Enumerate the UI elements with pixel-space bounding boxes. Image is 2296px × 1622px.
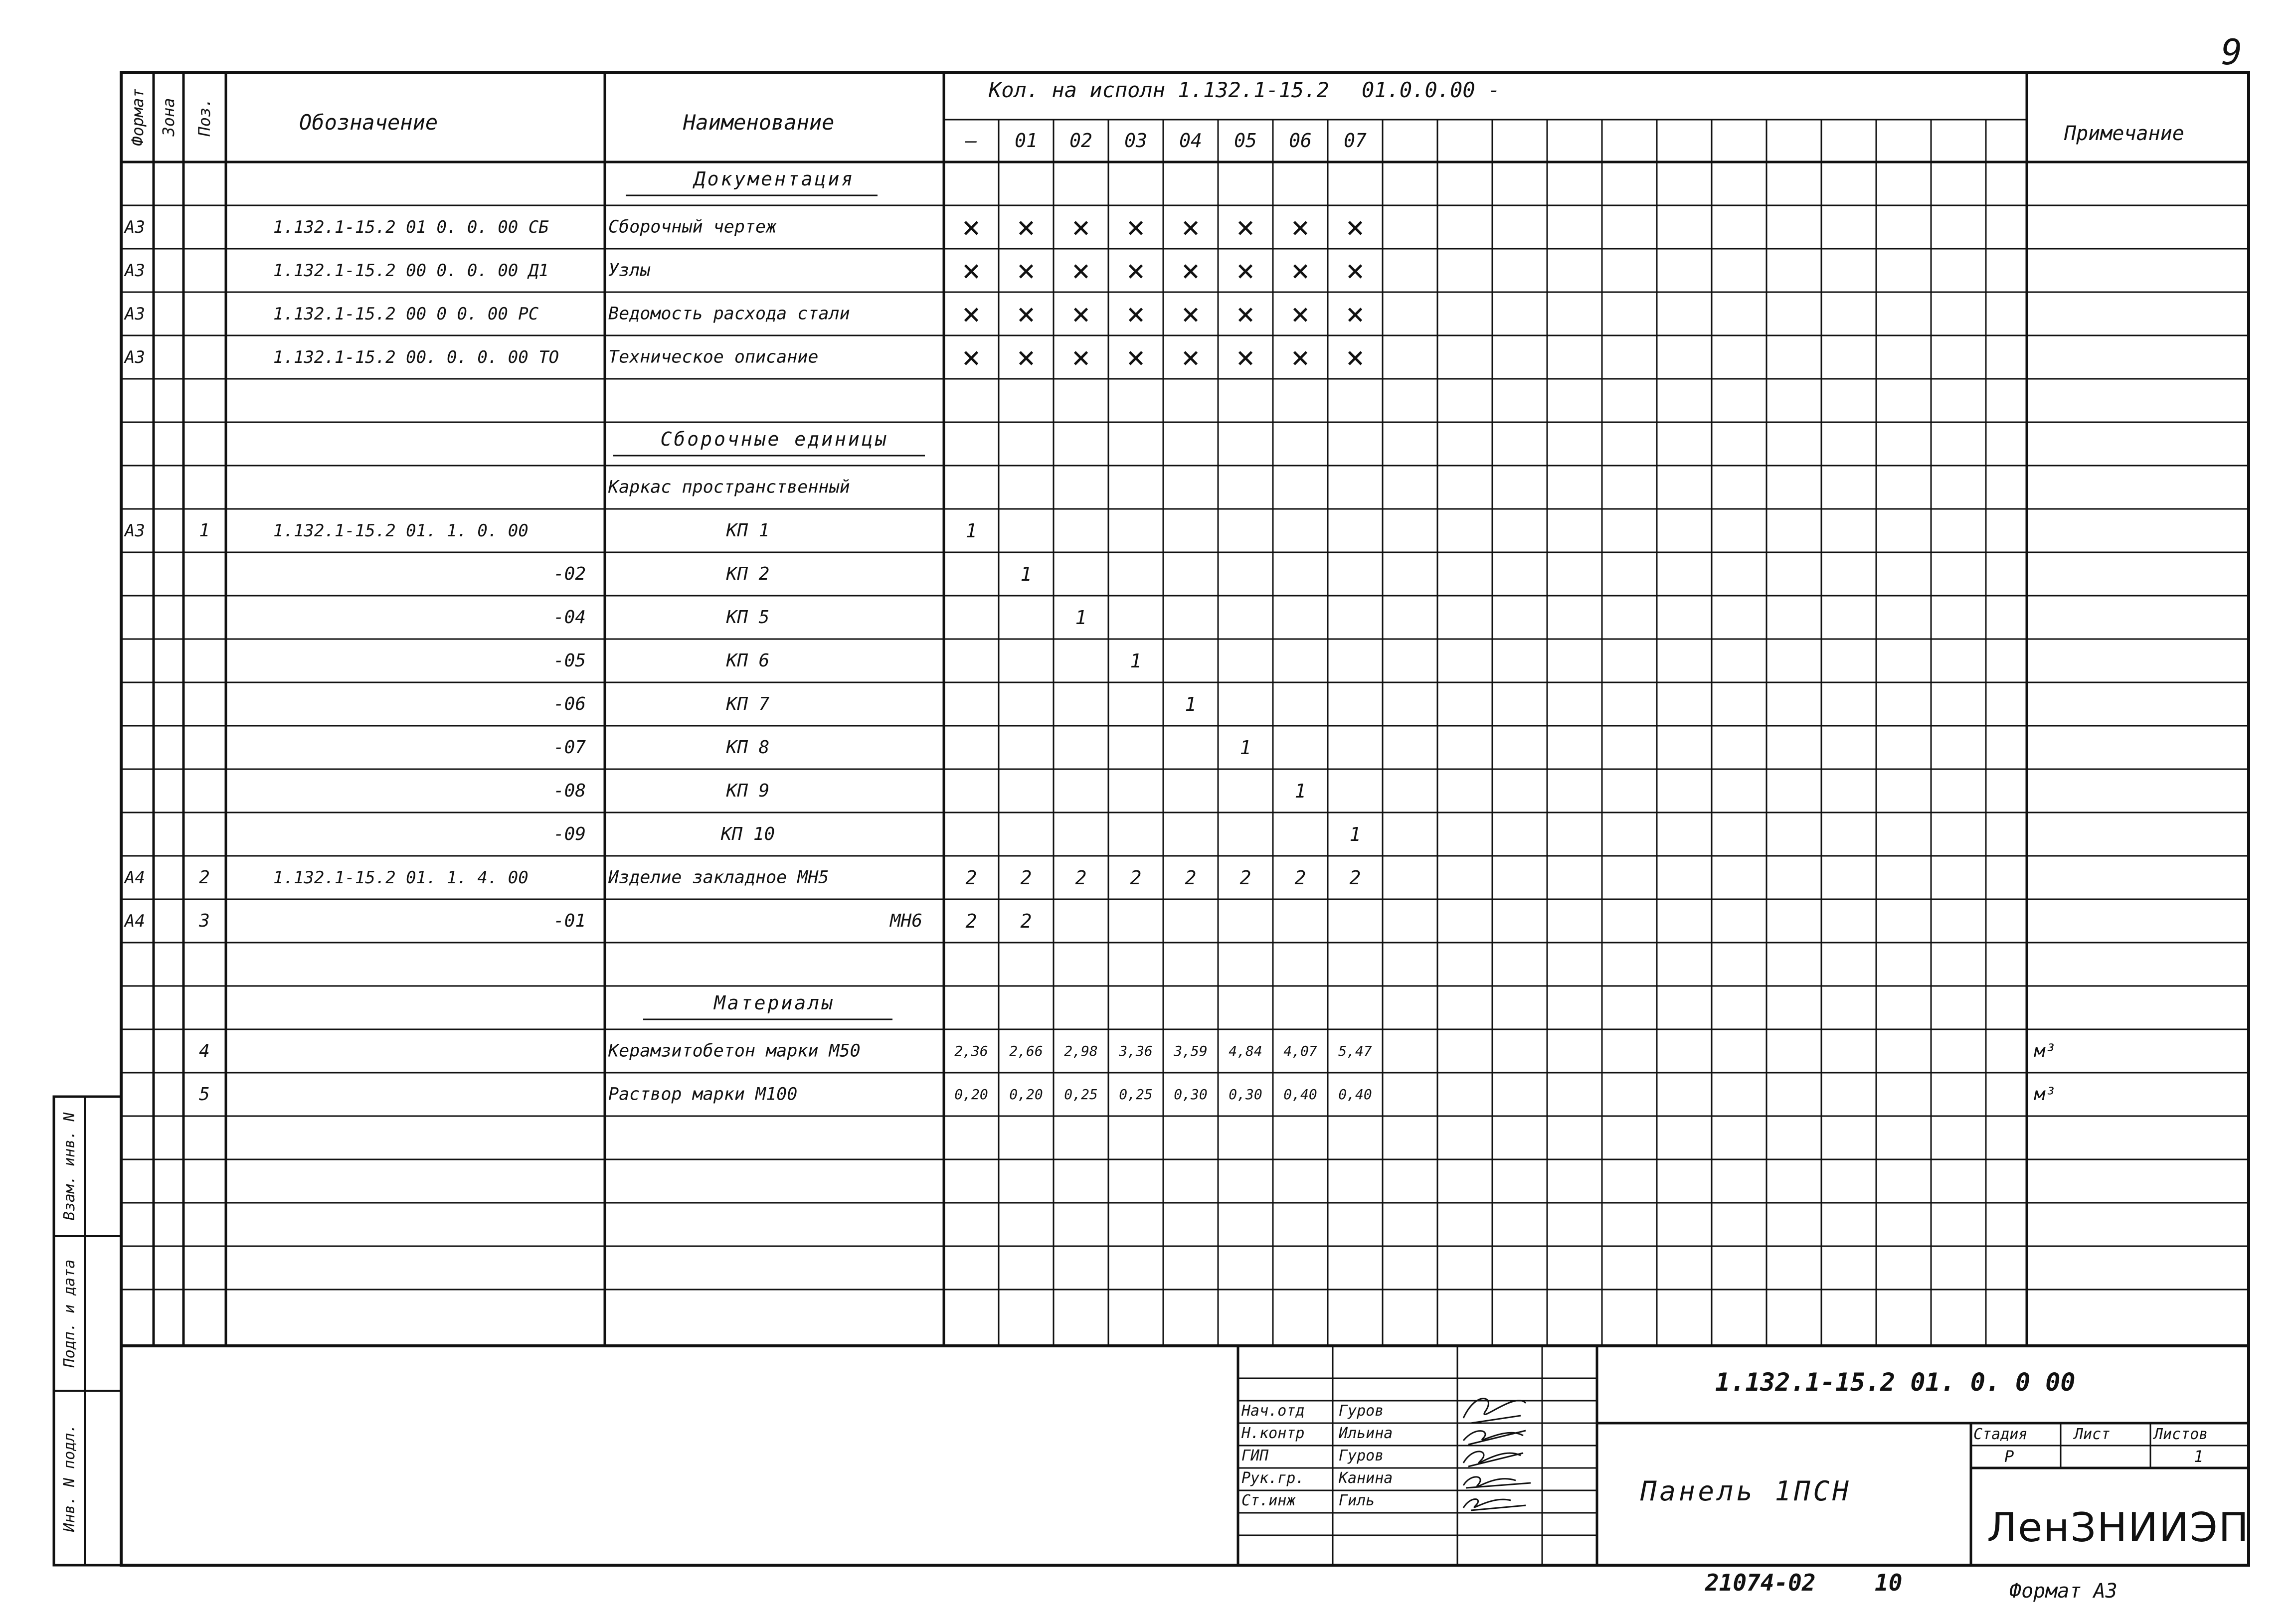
cross-mark: × bbox=[1017, 208, 1036, 245]
row-designation: 1.132.1-15.2 00 0. 0. 00 Д1 bbox=[273, 260, 549, 281]
variant-header: 02 bbox=[1069, 130, 1092, 152]
row-position: 2 bbox=[199, 867, 210, 888]
header-zone: Зона bbox=[159, 98, 178, 137]
side-label-replace: Взам. инв. N bbox=[61, 1112, 78, 1221]
row-note: м³ bbox=[2034, 1040, 2056, 1061]
quantity-cell: 1 bbox=[1075, 606, 1087, 629]
quantity-cell: 5,47 bbox=[1338, 1042, 1372, 1059]
row-designation: -07 bbox=[553, 737, 586, 758]
variant-header: – bbox=[965, 130, 977, 152]
cross-mark: × bbox=[1346, 252, 1365, 289]
archive-stamp-page: 10 bbox=[1875, 1569, 1903, 1596]
row-name: КП 5 bbox=[726, 607, 770, 628]
cross-mark: × bbox=[1126, 295, 1145, 332]
cross-mark: × bbox=[1181, 208, 1200, 245]
page-number: 9 bbox=[2221, 32, 2243, 73]
cross-mark: × bbox=[1181, 338, 1200, 375]
quantity-cell: 1 bbox=[1294, 780, 1306, 802]
quantity-cell: 0,40 bbox=[1283, 1086, 1317, 1103]
row-name: Узлы bbox=[608, 260, 651, 280]
row-name: Каркас пространственный bbox=[608, 477, 850, 497]
stage-value: Р bbox=[2004, 1447, 2014, 1466]
cross-mark: × bbox=[962, 295, 981, 332]
signature-name: Ильина bbox=[1339, 1425, 1393, 1442]
row-position: 4 bbox=[199, 1040, 210, 1061]
cross-mark: × bbox=[1071, 295, 1090, 332]
quantity-cell: 2 bbox=[1130, 866, 1142, 889]
quantity-cell: 0,20 bbox=[954, 1086, 988, 1103]
quantity-cell: 1 bbox=[1020, 563, 1032, 585]
quantity-cell: 2 bbox=[965, 866, 977, 889]
cross-mark: × bbox=[1236, 338, 1255, 375]
sheets-label: Листов bbox=[2154, 1426, 2208, 1443]
row-format: А3 bbox=[125, 304, 145, 324]
stage-label: Стадия bbox=[1973, 1426, 2028, 1443]
section-heading: Материалы bbox=[714, 991, 835, 1014]
row-note: м³ bbox=[2034, 1084, 2056, 1105]
cross-mark: × bbox=[1291, 208, 1310, 245]
quantity-cell: 2 bbox=[1020, 866, 1032, 889]
title-designation: 1.132.1-15.2 01. 0. 0 00 bbox=[1715, 1368, 2076, 1397]
sheet-label: Лист bbox=[2074, 1426, 2111, 1443]
side-label-signature: Подп. и дата bbox=[61, 1259, 78, 1368]
quantity-cell: 1 bbox=[1130, 649, 1142, 672]
header-note: Примечание bbox=[2064, 122, 2184, 145]
row-name: КП 9 bbox=[726, 780, 770, 801]
section-heading: Сборочные единицы bbox=[660, 428, 888, 450]
row-position: 1 bbox=[199, 520, 210, 541]
row-designation: -09 bbox=[553, 823, 586, 844]
cross-mark: × bbox=[1071, 338, 1090, 375]
row-designation: -04 bbox=[553, 607, 586, 628]
cross-mark: × bbox=[1346, 208, 1365, 245]
row-name: КП 7 bbox=[726, 693, 770, 714]
row-position: 5 bbox=[199, 1084, 210, 1105]
cross-mark: × bbox=[962, 252, 981, 289]
row-name: Раствор марки М100 bbox=[608, 1084, 798, 1104]
row-designation: -06 bbox=[553, 693, 586, 714]
header-qty-label: Кол. на исполн 1.132.1-15.2 bbox=[989, 78, 1329, 102]
row-name: КП 1 bbox=[726, 520, 770, 541]
quantity-cell: 0,25 bbox=[1064, 1086, 1098, 1103]
cross-mark: × bbox=[1291, 338, 1310, 375]
quantity-cell: 2 bbox=[1239, 866, 1251, 889]
cross-mark: × bbox=[1017, 252, 1036, 289]
row-format: А3 bbox=[125, 520, 145, 541]
row-designation: -01 bbox=[553, 910, 586, 931]
cross-mark: × bbox=[1181, 295, 1200, 332]
row-format: А3 bbox=[125, 260, 145, 281]
signature-name: Гиль bbox=[1339, 1492, 1375, 1509]
row-format: А4 bbox=[125, 867, 145, 888]
quantity-cell: 2 bbox=[1185, 866, 1197, 889]
cross-mark: × bbox=[1181, 252, 1200, 289]
quantity-cell: 2 bbox=[1349, 866, 1361, 889]
quantity-cell: 3,59 bbox=[1174, 1042, 1208, 1059]
row-designation: -02 bbox=[553, 563, 586, 584]
row-name: Техническое описание bbox=[608, 347, 819, 367]
quantity-cell: 4,84 bbox=[1229, 1042, 1262, 1059]
side-label-inventory: Инв. N подл. bbox=[61, 1424, 78, 1532]
row-name: Изделие закладное МН5 bbox=[608, 867, 829, 887]
quantity-cell: 2 bbox=[965, 910, 977, 932]
signature-name: Гуров bbox=[1339, 1402, 1384, 1420]
cross-mark: × bbox=[962, 208, 981, 245]
cross-mark: × bbox=[1017, 295, 1036, 332]
quantity-cell: 0,30 bbox=[1229, 1086, 1262, 1103]
quantity-cell: 1 bbox=[965, 519, 977, 542]
row-format: А3 bbox=[125, 347, 145, 367]
quantity-cell: 0,30 bbox=[1174, 1086, 1208, 1103]
quantity-cell: 1 bbox=[1349, 823, 1361, 845]
cross-mark: × bbox=[1071, 208, 1090, 245]
header-pos: Поз. bbox=[195, 98, 214, 137]
cross-mark: × bbox=[1236, 208, 1255, 245]
quantity-cell: 2 bbox=[1075, 866, 1087, 889]
quantity-cell: 2 bbox=[1294, 866, 1306, 889]
signature-role: Нач.отд bbox=[1241, 1402, 1305, 1420]
variant-header: 06 bbox=[1289, 130, 1312, 152]
row-name: КП 8 bbox=[726, 737, 770, 758]
cross-mark: × bbox=[1346, 338, 1365, 375]
row-designation: 1.132.1-15.2 01. 1. 0. 00 bbox=[273, 520, 529, 541]
quantity-cell: 2 bbox=[1020, 910, 1032, 932]
header-qty-code: 01.0.0.00 - bbox=[1362, 78, 1501, 102]
header-designation: Обозначение bbox=[299, 110, 438, 135]
quantity-cell: 0,20 bbox=[1009, 1086, 1043, 1103]
cross-mark: × bbox=[1126, 338, 1145, 375]
signature-role: Рук.гр. bbox=[1241, 1469, 1305, 1487]
signatures-drawing bbox=[1463, 1399, 1531, 1510]
row-name: КП 2 bbox=[726, 563, 770, 584]
variant-header: 05 bbox=[1234, 130, 1257, 152]
cross-mark: × bbox=[962, 338, 981, 375]
quantity-cell: 2,36 bbox=[954, 1042, 988, 1059]
variant-header: 04 bbox=[1179, 130, 1202, 152]
header-name: Наименование bbox=[683, 110, 835, 135]
quantity-cell: 1 bbox=[1239, 736, 1251, 759]
variant-header: 07 bbox=[1344, 130, 1367, 152]
cross-mark: × bbox=[1236, 252, 1255, 289]
row-name: Керамзитобетон марки М50 bbox=[608, 1041, 861, 1061]
archive-stamp: 21074-02 bbox=[1705, 1569, 1816, 1596]
cross-mark: × bbox=[1291, 295, 1310, 332]
row-position: 3 bbox=[199, 910, 210, 931]
quantity-cell: 1 bbox=[1185, 693, 1197, 715]
signature-name: Гуров bbox=[1339, 1447, 1384, 1464]
row-designation: -05 bbox=[553, 650, 586, 671]
signature-role: Ст.инж bbox=[1241, 1492, 1296, 1509]
row-name: Ведомость расхода стали bbox=[608, 304, 850, 324]
row-designation: 1.132.1-15.2 01 0. 0. 00 СБ bbox=[273, 217, 549, 237]
cross-mark: × bbox=[1071, 252, 1090, 289]
row-name: КП 6 bbox=[726, 650, 770, 671]
row-designation: -08 bbox=[553, 780, 586, 801]
section-heading: Документация bbox=[694, 167, 855, 190]
row-name: МН6 bbox=[889, 910, 922, 931]
row-designation: 1.132.1-15.2 00. 0. 0. 00 ТО bbox=[273, 347, 559, 367]
cross-mark: × bbox=[1126, 252, 1145, 289]
cross-mark: × bbox=[1126, 208, 1145, 245]
row-name: Сборочный чертеж bbox=[608, 217, 777, 237]
row-format: А3 bbox=[125, 217, 145, 237]
row-designation: 1.132.1-15.2 01. 1. 4. 00 bbox=[273, 867, 529, 888]
quantity-cell: 2,66 bbox=[1009, 1042, 1043, 1059]
format-footer: Формат А3 bbox=[2009, 1580, 2118, 1603]
quantity-cell: 0,40 bbox=[1338, 1086, 1372, 1103]
quantity-cell: 0,25 bbox=[1119, 1086, 1153, 1103]
signature-name: Канина bbox=[1339, 1469, 1393, 1487]
cross-mark: × bbox=[1236, 295, 1255, 332]
row-name: КП 10 bbox=[720, 823, 775, 844]
sheets-value: 1 bbox=[2194, 1447, 2204, 1466]
signature-role: ГИП bbox=[1241, 1447, 1269, 1464]
quantity-cell: 2,98 bbox=[1064, 1042, 1098, 1059]
quantity-cell: 3,36 bbox=[1119, 1042, 1153, 1059]
row-format: А4 bbox=[125, 911, 145, 931]
signature-role: Н.контр bbox=[1241, 1425, 1305, 1442]
variant-header: 03 bbox=[1124, 130, 1147, 152]
title-name: Панель 1ПСН bbox=[1640, 1475, 1852, 1507]
organization-name: ЛенЗНИИЭП bbox=[1987, 1504, 2250, 1551]
row-designation: 1.132.1-15.2 00 0 0. 00 РС bbox=[273, 304, 539, 324]
variant-header: 01 bbox=[1015, 130, 1038, 152]
cross-mark: × bbox=[1346, 295, 1365, 332]
header-format: Формат bbox=[128, 88, 147, 146]
cross-mark: × bbox=[1291, 252, 1310, 289]
cross-mark: × bbox=[1017, 338, 1036, 375]
quantity-cell: 4,07 bbox=[1283, 1042, 1317, 1059]
header-qty bbox=[989, 80, 1500, 101]
